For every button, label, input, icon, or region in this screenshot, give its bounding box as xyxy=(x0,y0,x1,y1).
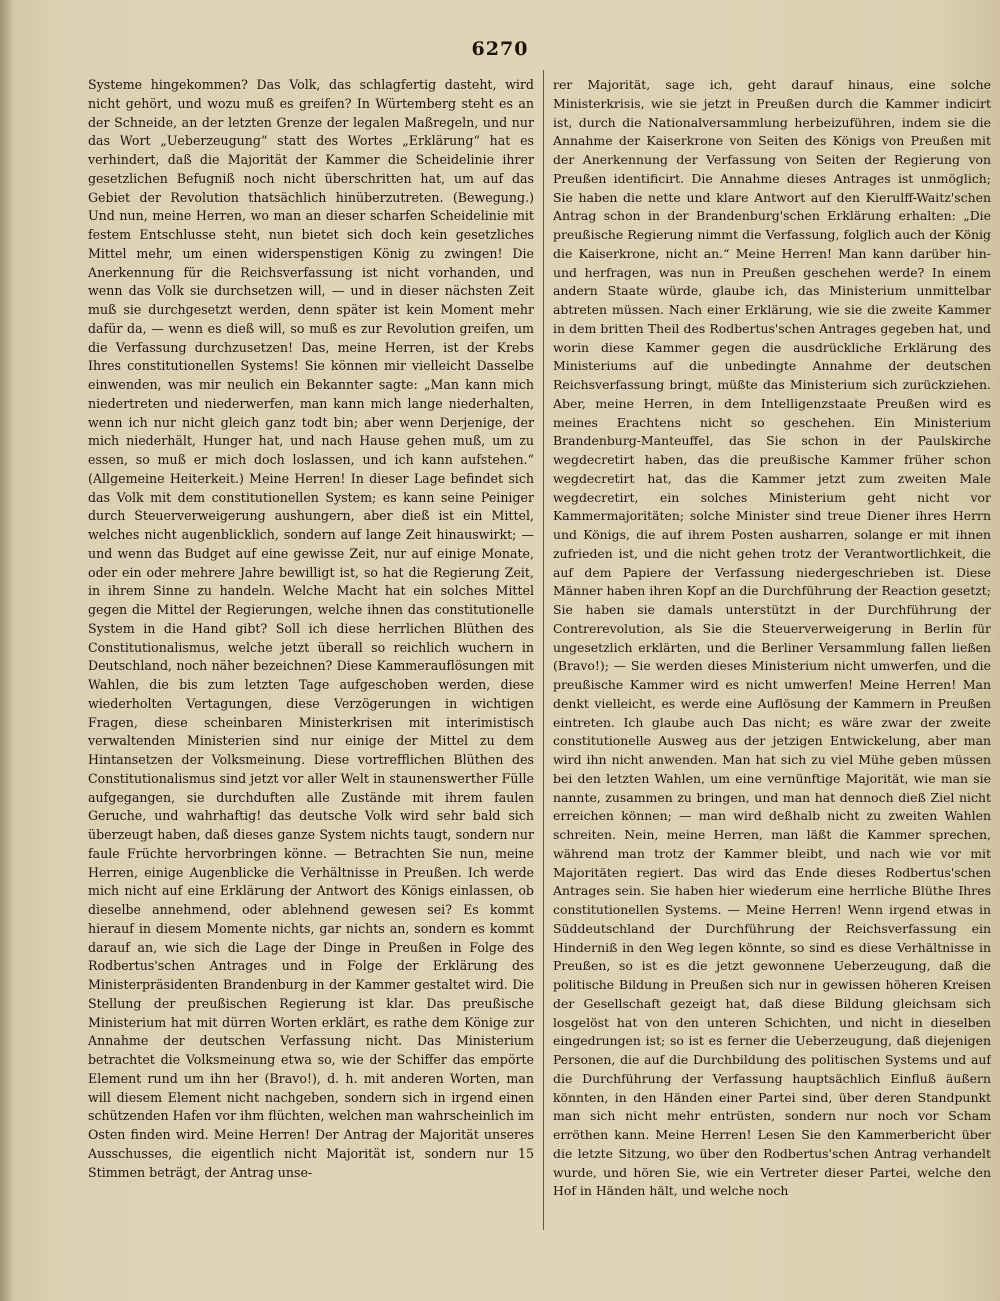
left-column xyxy=(88,76,534,1226)
left-column-text: Systeme hingekommen? Das Volk, das schlagfertig dasteht, wird nicht gehört, und wozu muß es greifen? In Würtemberg steht es an der Schneide, an der letzten Grenze der legalen Maßregeln, und nur das Wort „Ueberzeugung“ statt des Wortes „Erklärung“ hat es verhindert, daß die Majorität der Kammer die Scheidelinie ihrer gesetzlichen Befugniß noch nicht überschritten hat, um auf das Gebiet der Revolution thatsächlich hinüberzutreten. (Bewegung.) Und nun, meine Herren, wo man an dieser scharfen Scheidelinie mit festem Entschlusse steht, nun bietet sich doch kein gesetzliches Mittel mehr, um einen widerspenstigen König zu zwingen! Die Anerkennung für die Reichsverfassung ist nicht vorhanden, und wenn das Volk sie durchsetzen will, — und in dieser nächsten Zeit muß sie durchgesetzt werden, denn später ist kein Moment mehr dafür da, — wenn es dieß will, so muß es zur Revolution greifen, um die Verfassung durchzusetzen! Das, meine Herren, ist der Krebs Ihres constitutionellen Systems! Sie können mir vielleicht Dasselbe einwenden, was mir neulich ein Bekannter sagte: „Man kann mich niedertreten und niederwerfen, man kann mich lange niederhalten, wenn ich nur nicht gleich ganz todt bin; aber wenn Derjenige, der mich niederhält, Hunger hat, und nach Hause gehen muß, um zu essen, so muß er mich doch loslassen, und ich kann aufstehen.“ (Allgemeine Heiterkeit.) Meine Herren! In dieser Lage befindet sich das Volk mit dem constitutionellen System; es kann seine Peiniger durch Steuerverweigerung aushungern, aber dieß ist ein Mittel, welches nicht augenblicklich, sondern auf lange Zeit hinauswirkt; — und wenn das Budget auf eine gewisse Zeit, nur auf einige Monate, oder ein oder mehrere Jahre bewilligt ist, so hat die Regierung Zeit, in ihrem Sinne zu handeln. Welche Macht hat ein solches Mittel gegen die Mittel der Regierungen, welche ihnen das constitutionelle System in die Hand gibt? Soll ich diese herrlichen Blüthen des Constitutionalismus, welche jetzt überall so reichlich wuchern in Deutschland, noch näher bezeichnen? Diese Kammerauflösungen mit Wahlen, die bis zum letzten Tage aufgeschoben werden, diese wiederholten Vertagungen, diese Verzögerungen in wichtigen Fragen, diese scheinbaren Ministerkrisen mit interimistisch verwaltenden Ministerien sind nur einige der Mittel zu dem Hintansetzen der Volksmeinung. Diese vortrefflichen Blüthen des Constitutionalismus sind jetzt vor aller Welt in staunenswerther Fülle aufgegangen, sie durchduften alle Zustände mit ihrem faulen Geruche, und wahrhaftig! das deutsche Volk wird sehr bald sich überzeugt haben, daß dieses ganze System nichts taugt, sondern nur faule Früchte hervorbringen könne. — Betrachten Sie nun, meine Herren, einige Augenblicke die Verhältnisse in Preußen. Ich werde mich nicht auf eine Erklärung der Antwort des Königs einlassen, ob dieselbe annehmend, oder ablehnend gewesen sei? Es kommt hierauf in diesem Momente nichts, gar nichts an, sondern es kommt darauf an, wie sich die Lage der Dinge in Preußen in Folge des Rodbertus'schen Antrages und in Folge der Erklärung des Ministerpräsidenten Brandenburg in der Kammer gestaltet wird. Die Stellung der preußischen Regierung ist klar. Das preußische Ministerium hat mit dürren Worten erklärt, es rathe dem Könige zur Annahme der deutschen Verfassung nicht. Das Ministerium betrachtet die Volksmeinung etwa so, wie der Schiffer das empörte Element rund um ihn her (Bravo!), d. h. mit anderen Worten, man will diesem Element nicht nachgeben, sondern sich in irgend einen schützenden Hafen vor ihm flüchten, welchen man wahrscheinlich im Osten finden wird. Meine Herren! Der Antrag der Majorität unseres Ausschusses, die eigentlich nicht Majorität ist, sondern nur 15 Stimmen beträgt, der Antrag unse- xyxy=(88,77,534,1180)
column-divider xyxy=(543,70,544,1230)
right-column-text: rer Majorität, sage ich, geht darauf hinaus, eine solche Ministerkrisis, wie sie jetzt in Preußen durch die Kammer indicirt ist, durch die Nationalversammlung herbeizuführen, indem sie die Annahme der Kaiserkrone von Seiten des Königs von Preußen mit der Anerkennung der Verfassung von Seiten der Regierung von Preußen identificirt. Die Annahme dieses Antrages ist unmöglich; Sie haben die nette und klare Antwort auf den Kierulff-Waitz'schen Antrag schon in der Brandenburg'schen Erklärung erhalten: „Die preußische Regierung nimmt die Verfassung, folglich auch der König die Kaiserkrone, nicht an.“ Meine Herren! Man kann darüber hin- und herfragen, was nun in Preußen geschehen werde? In einem andern Staate würde, glaube ich, das Ministerium unmittelbar abtreten müssen. Nach einer Erklärung, wie sie die zweite Kammer in dem britten Theil des Rodbertus'schen Antrages gegeben hat, und worin diese Kammer gegen die ausdrückliche Erklärung des Ministeriums auf die unbedingte Annahme der deutschen Reichsverfassung bringt, müßte das Ministerium sich zurückziehen. Aber, meine Herren, in dem Intelligenzstaate Preußen wird es meines Erachtens nicht so geschehen. Ein Ministerium Brandenburg-Manteuffel, das Sie schon in der Paulskirche wegdecretirt haben, das die preußische Kammer früher schon wegdecretirt hat, das die Kammer jetzt zum zweiten Male wegdecretirt, ein solches Ministerium geht nicht vor Kammermajoritäten; solche Minister sind treue Diener ihres Herrn und Königs, die auf ihrem Posten ausharren, solange er mit ihnen zufrieden ist, und die nicht gehen trotz der Verantwortlichkeit, die auf dem Papiere der Verfassung niedergeschrieben ist. Diese Männer haben ihren Kopf an die Durchführung der Reaction gesetzt; Sie haben sie damals unterstützt in der Durchführung der Contrerevolution, als Sie die Steuerverweigerung in Berlin für ungesetzlich erklärten, und die Berliner Versammlung fallen ließen (Bravo!); — Sie werden dieses Ministerium nicht umwerfen, und die preußische Kammer wird es nicht umwerfen! Meine Herren! Man denkt vielleicht, es werde eine Auflösung der Kammern in Preußen eintreten. Ich glaube auch Das nicht; es wäre zwar der zweite constitutionelle Ausweg aus der jetzigen Entwickelung, aber man wird ihn nicht anwenden. Man hat sich zu viel Mühe geben müssen bei den letzten Wahlen, um eine vernünftige Majorität, wie man sie nannte, zusammen zu bringen, und man hat dennoch dieß Ziel nicht erreichen können; — man wird deßhalb nicht zu zweiten Wahlen schreiten. Nein, meine Herren, man läßt die Kammer sprechen, während man trotz der Kammer bleibt, und nach wie vor mit Majoritäten regiert. Das wird das Ende dieses Rodbertus'schen Antrages sein. Sie haben hier wiederum eine herrliche Blüthe Ihres constitutionellen Systems. — Meine Herren! Wenn irgend etwas in Süddeutschland der Durchführung der Reichsverfassung ein Hinderniß in den Weg legen könnte, so sind es diese Verhältnisse in Preußen, so ist es die jetzt gewonnene Ueberzeugung, daß die politische Bildung in Preußen sich nur in gewissen höheren Kreisen der Gesellschaft gezeigt hat, daß diese Bildung gleichsam sich losgelöst hat von den unteren Schichten, und nicht in dieselben eingedrungen ist; so ist es ferner die Ueberzeugung, daß diejenigen Personen, die auf die Durchbildung des politischen Systems und auf die Durchführung der Verfassung hauptsächlich Einfluß äußern könnten, in den Händen einer Partei sind, über deren Standpunkt man sich nicht mehr entrüsten, sondern nur noch vor Scham erröthen kann. Meine Herren! Lesen Sie den Kammerbericht über die letzte Sitzung, wo über den Rodbertus'schen Antrag verhandelt wurde, und hören Sie, wie ein Vertreter dieser Partei, welche den Hof in Händen hält, und welche noch xyxy=(553,77,991,1199)
binding-shadow xyxy=(0,0,14,1301)
page-number: 6270 xyxy=(471,38,529,60)
right-column xyxy=(553,76,991,1226)
